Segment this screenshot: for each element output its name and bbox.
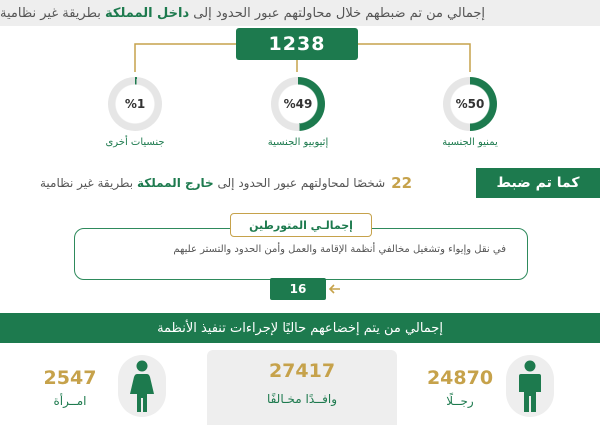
connector-left	[135, 44, 236, 72]
percent-ring	[271, 77, 325, 131]
outbound-text-part2: بطريقة غير نظامية	[40, 176, 137, 190]
arrow-left-icon	[326, 282, 344, 296]
women-count: 2547	[43, 367, 97, 389]
involved-title: إجمالـي المتورطين	[230, 213, 372, 237]
header-bold: داخل المملكة	[105, 5, 190, 21]
ring-label-other: جنسيات أخرى	[105, 137, 165, 148]
header-part2: بطريقة غير نظامية	[0, 5, 106, 21]
involved-count: 16	[270, 278, 326, 300]
ring-item-yemeni	[443, 77, 497, 131]
ring-item-other	[108, 77, 162, 131]
outbound-text	[40, 176, 385, 190]
percent-ring	[443, 77, 497, 131]
outbound-line	[40, 168, 470, 198]
outbound-text-bold: خارج المملكة	[136, 176, 214, 190]
percent-ring	[108, 77, 162, 131]
outbound-text-part1: شخصًا لمحاولتهم عبور الحدود إلى	[213, 176, 386, 190]
ring-percent: %49	[283, 97, 313, 111]
woman-icon	[126, 360, 158, 414]
women-label: امــرأة	[53, 394, 87, 408]
outbound-count: 22	[391, 174, 413, 192]
connector-right	[358, 44, 470, 72]
ring-percent: %50	[455, 97, 485, 111]
procedures-banner: إجمالي من يتم إخضاعهم حاليًا لإجراءات تنفيذ الأنظمة	[0, 313, 600, 343]
total-violators-count: 27417	[268, 360, 336, 382]
outbound-badge: كما تم ضبط	[476, 168, 600, 198]
men-label: رجــلًا	[446, 394, 474, 408]
header-part1: إجمالي من تم ضبطهم خلال محاولتهم عبور الحدود إلى	[189, 5, 485, 21]
involved-description: في نقل وإيواء وتشغيل مخالفي أنظمة الإقامة والعمل وأمن الحدود والتستر عليهم	[173, 244, 506, 255]
ring-percent: %1	[124, 97, 146, 111]
total-violators-label: وافــدًا مخـالفًا	[266, 392, 338, 406]
ring-label-yemeni: يمنيو الجنسية	[442, 137, 498, 148]
men-count: 24870	[426, 367, 494, 389]
ring-label-ethiopian: إثيوبيو الجنسية	[267, 137, 329, 148]
ring-item-ethiopian	[271, 77, 325, 131]
total-box: 1238	[236, 28, 358, 60]
man-icon	[514, 360, 546, 414]
